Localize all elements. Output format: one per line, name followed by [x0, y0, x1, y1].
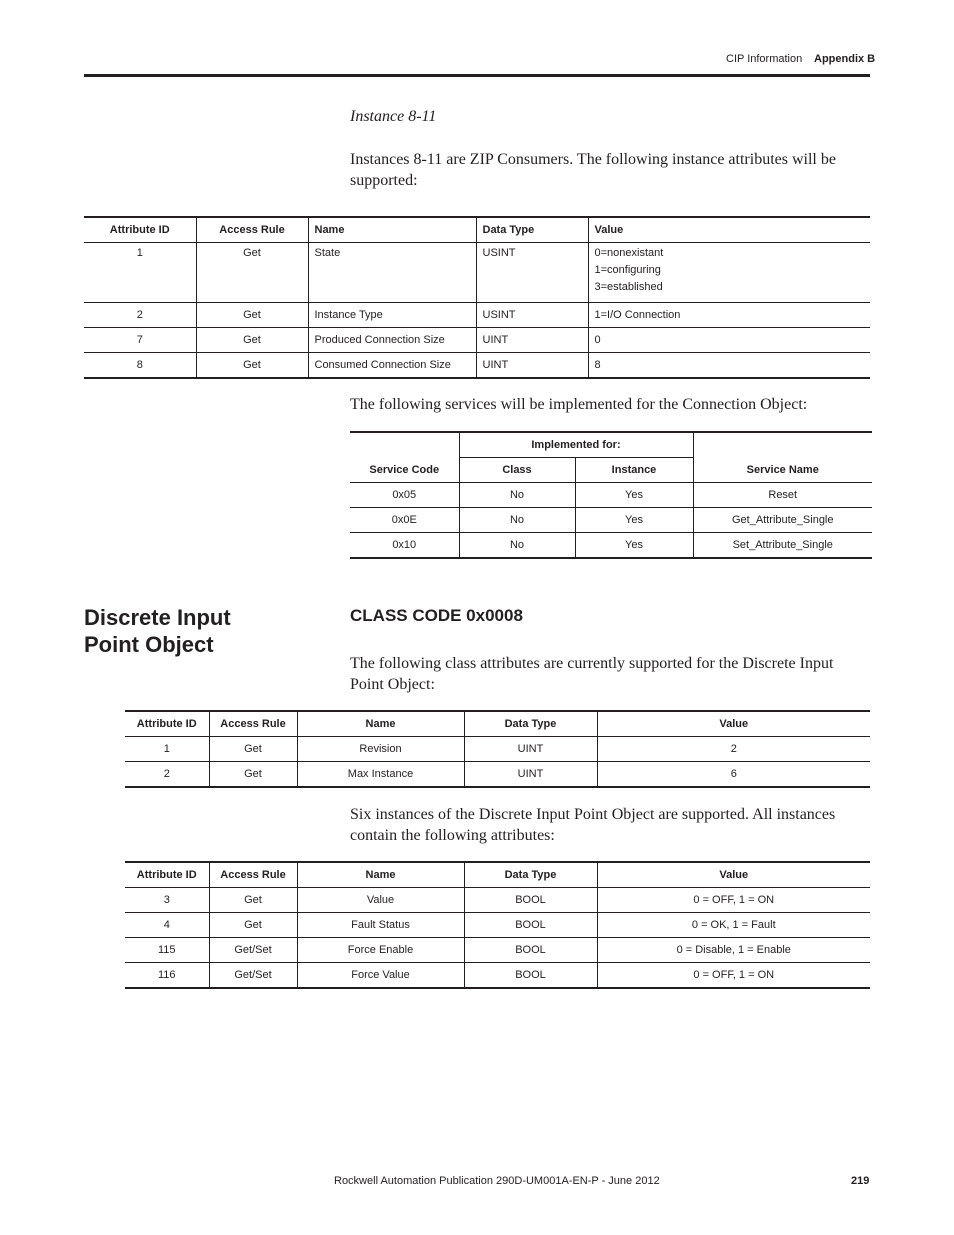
table-row: 0x05 No Yes Reset — [350, 483, 872, 508]
header-rule — [84, 74, 870, 77]
footer-publication: Rockwell Automation Publication 290D-UM001A-EN-P - June 2012 — [334, 1175, 660, 1187]
col-header: Value — [597, 862, 870, 888]
header-section: CIP Information — [726, 53, 803, 65]
header-appendix: Appendix B — [814, 53, 876, 65]
table-row: 2 Get Instance Type USINT 1=I/O Connection — [84, 303, 870, 328]
table-row: 8 Get Consumed Connection Size UINT 8 — [84, 353, 870, 379]
table-row: 1 Get Revision UINT 2 — [125, 737, 870, 762]
col-header: Name — [297, 711, 464, 737]
col-header: Data Type — [464, 711, 597, 737]
intro-paragraph: Instances 8-11 are ZIP Consumers. The following instance attributes will be supported: — [350, 151, 836, 189]
table-row: 1 Get State USINT 0=nonexistant 1=configuring 3=established — [84, 243, 870, 303]
col-header: Implemented for: — [459, 432, 693, 458]
col-header: Class — [459, 458, 575, 483]
col-header: Name — [308, 217, 476, 243]
col-header: Data Type — [464, 862, 597, 888]
table-row: 0x0E No Yes Get_Attribute_Single — [350, 508, 872, 533]
col-header: Attribute ID — [84, 217, 196, 243]
class-code-heading: CLASS CODE 0x0008 — [350, 606, 523, 625]
col-header: Service Name — [693, 432, 872, 483]
col-header: Name — [297, 862, 464, 888]
table-row: 115 Get/Set Force Enable BOOL 0 = Disable, 1 = Enable — [125, 938, 870, 963]
col-header: Access Rule — [196, 217, 308, 243]
table-row: 3 Get Value BOOL 0 = OFF, 1 = ON — [125, 888, 870, 913]
services-paragraph: The following services will be implemented for the Connection Object: — [350, 396, 808, 413]
section-title: Discrete Input Point Object — [84, 605, 231, 657]
col-header: Attribute ID — [125, 862, 209, 888]
col-header: Access Rule — [209, 862, 297, 888]
col-header: Data Type — [476, 217, 588, 243]
instances-paragraph: Six instances of the Discrete Input Point Object are supported. All instances contain the following attributes: — [350, 806, 836, 844]
col-header: Value — [588, 217, 870, 243]
table-row: 0x10 No Yes Set_Attribute_Single — [350, 533, 872, 559]
table-row: 2 Get Max Instance UINT 6 — [125, 762, 870, 788]
table-row: 7 Get Produced Connection Size UINT 0 — [84, 328, 870, 353]
instance-attributes-table — [84, 216, 870, 379]
table-row: 4 Get Fault Status BOOL 0 = OK, 1 = Fault — [125, 913, 870, 938]
col-header: Access Rule — [209, 711, 297, 737]
instance-attributes-table-2 — [125, 861, 870, 989]
col-header: Instance — [575, 458, 693, 483]
instance-heading: Instance 8-11 — [350, 108, 437, 125]
class-attributes-table — [125, 710, 870, 788]
class-attributes-paragraph: The following class attributes are currently supported for the Discrete Input Point Object: — [350, 655, 834, 693]
page-number: 219 — [851, 1175, 870, 1187]
state-values: 0=nonexistant 1=configuring 3=established — [588, 243, 870, 303]
col-header: Service Code — [350, 432, 459, 483]
col-header: Attribute ID — [125, 711, 209, 737]
col-header: Value — [597, 711, 870, 737]
services-table — [350, 431, 872, 559]
table-row: 116 Get/Set Force Value BOOL 0 = OFF, 1 = ON — [125, 963, 870, 989]
